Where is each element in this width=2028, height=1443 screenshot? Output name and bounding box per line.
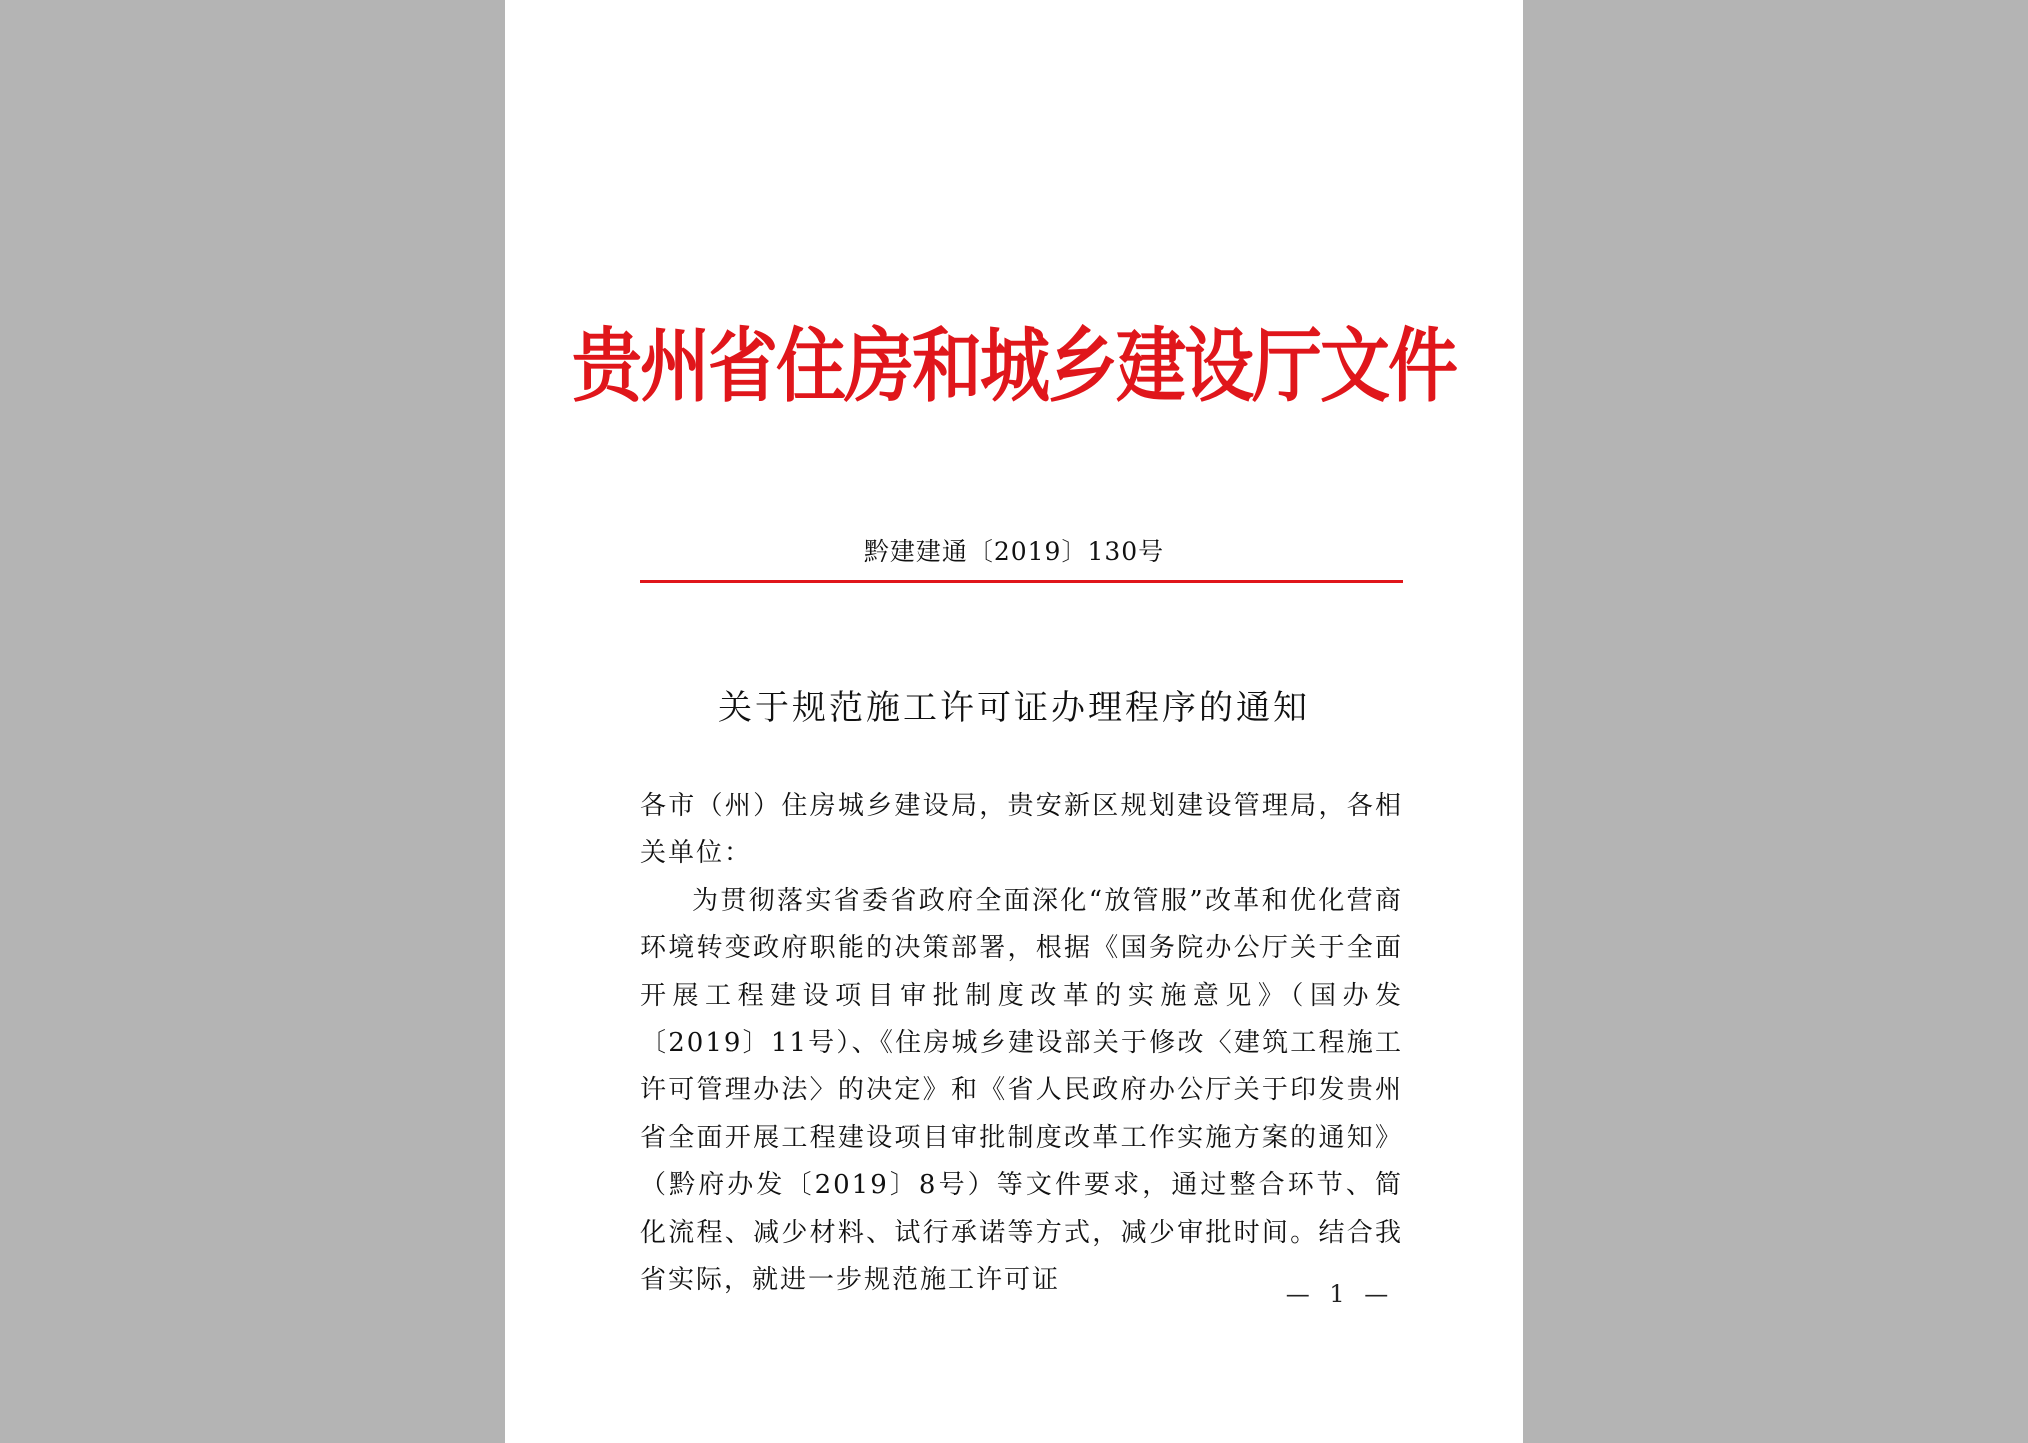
page-number: — 1 —: [1285, 1280, 1395, 1308]
document-number: 黔建建通〔2019〕130号: [863, 537, 1165, 566]
salutation: 各市（州）住房城乡建设局，贵安新区规划建设管理局，各相关单位：: [640, 791, 1403, 869]
notice-title: 关于规范施工许可证办理程序的通知: [718, 688, 1310, 728]
red-divider-line: [640, 580, 1403, 583]
document-body: [640, 783, 1403, 1304]
issuing-authority-header: 贵州省住房和城乡建设厅文件: [572, 319, 1456, 414]
document-page: [505, 0, 1523, 1443]
body-paragraph: 为贯彻落实省委省政府全面深化“放管服”改革和优化营商环境转变政府职能的决策部署，根据《国务院办公厅关于全面开展工程建设项目审批制度改革的实施意见》（国办发〔2019〕11号）、《住房城乡建设部关于修改〈建筑工程施工许可管理办法〉的决定》和《省人民政府办公厅关于印发贵州省全面开展工程建设项目审批制度改革工作实施方案的通知》（黔府办发〔2019〕8号）等文件要求，通过整合环节、简化流程、减少材料、试行承诺等方式，减少审批时间。结合我省实际，就进一步规范施工许可证: [640, 885, 1403, 1296]
